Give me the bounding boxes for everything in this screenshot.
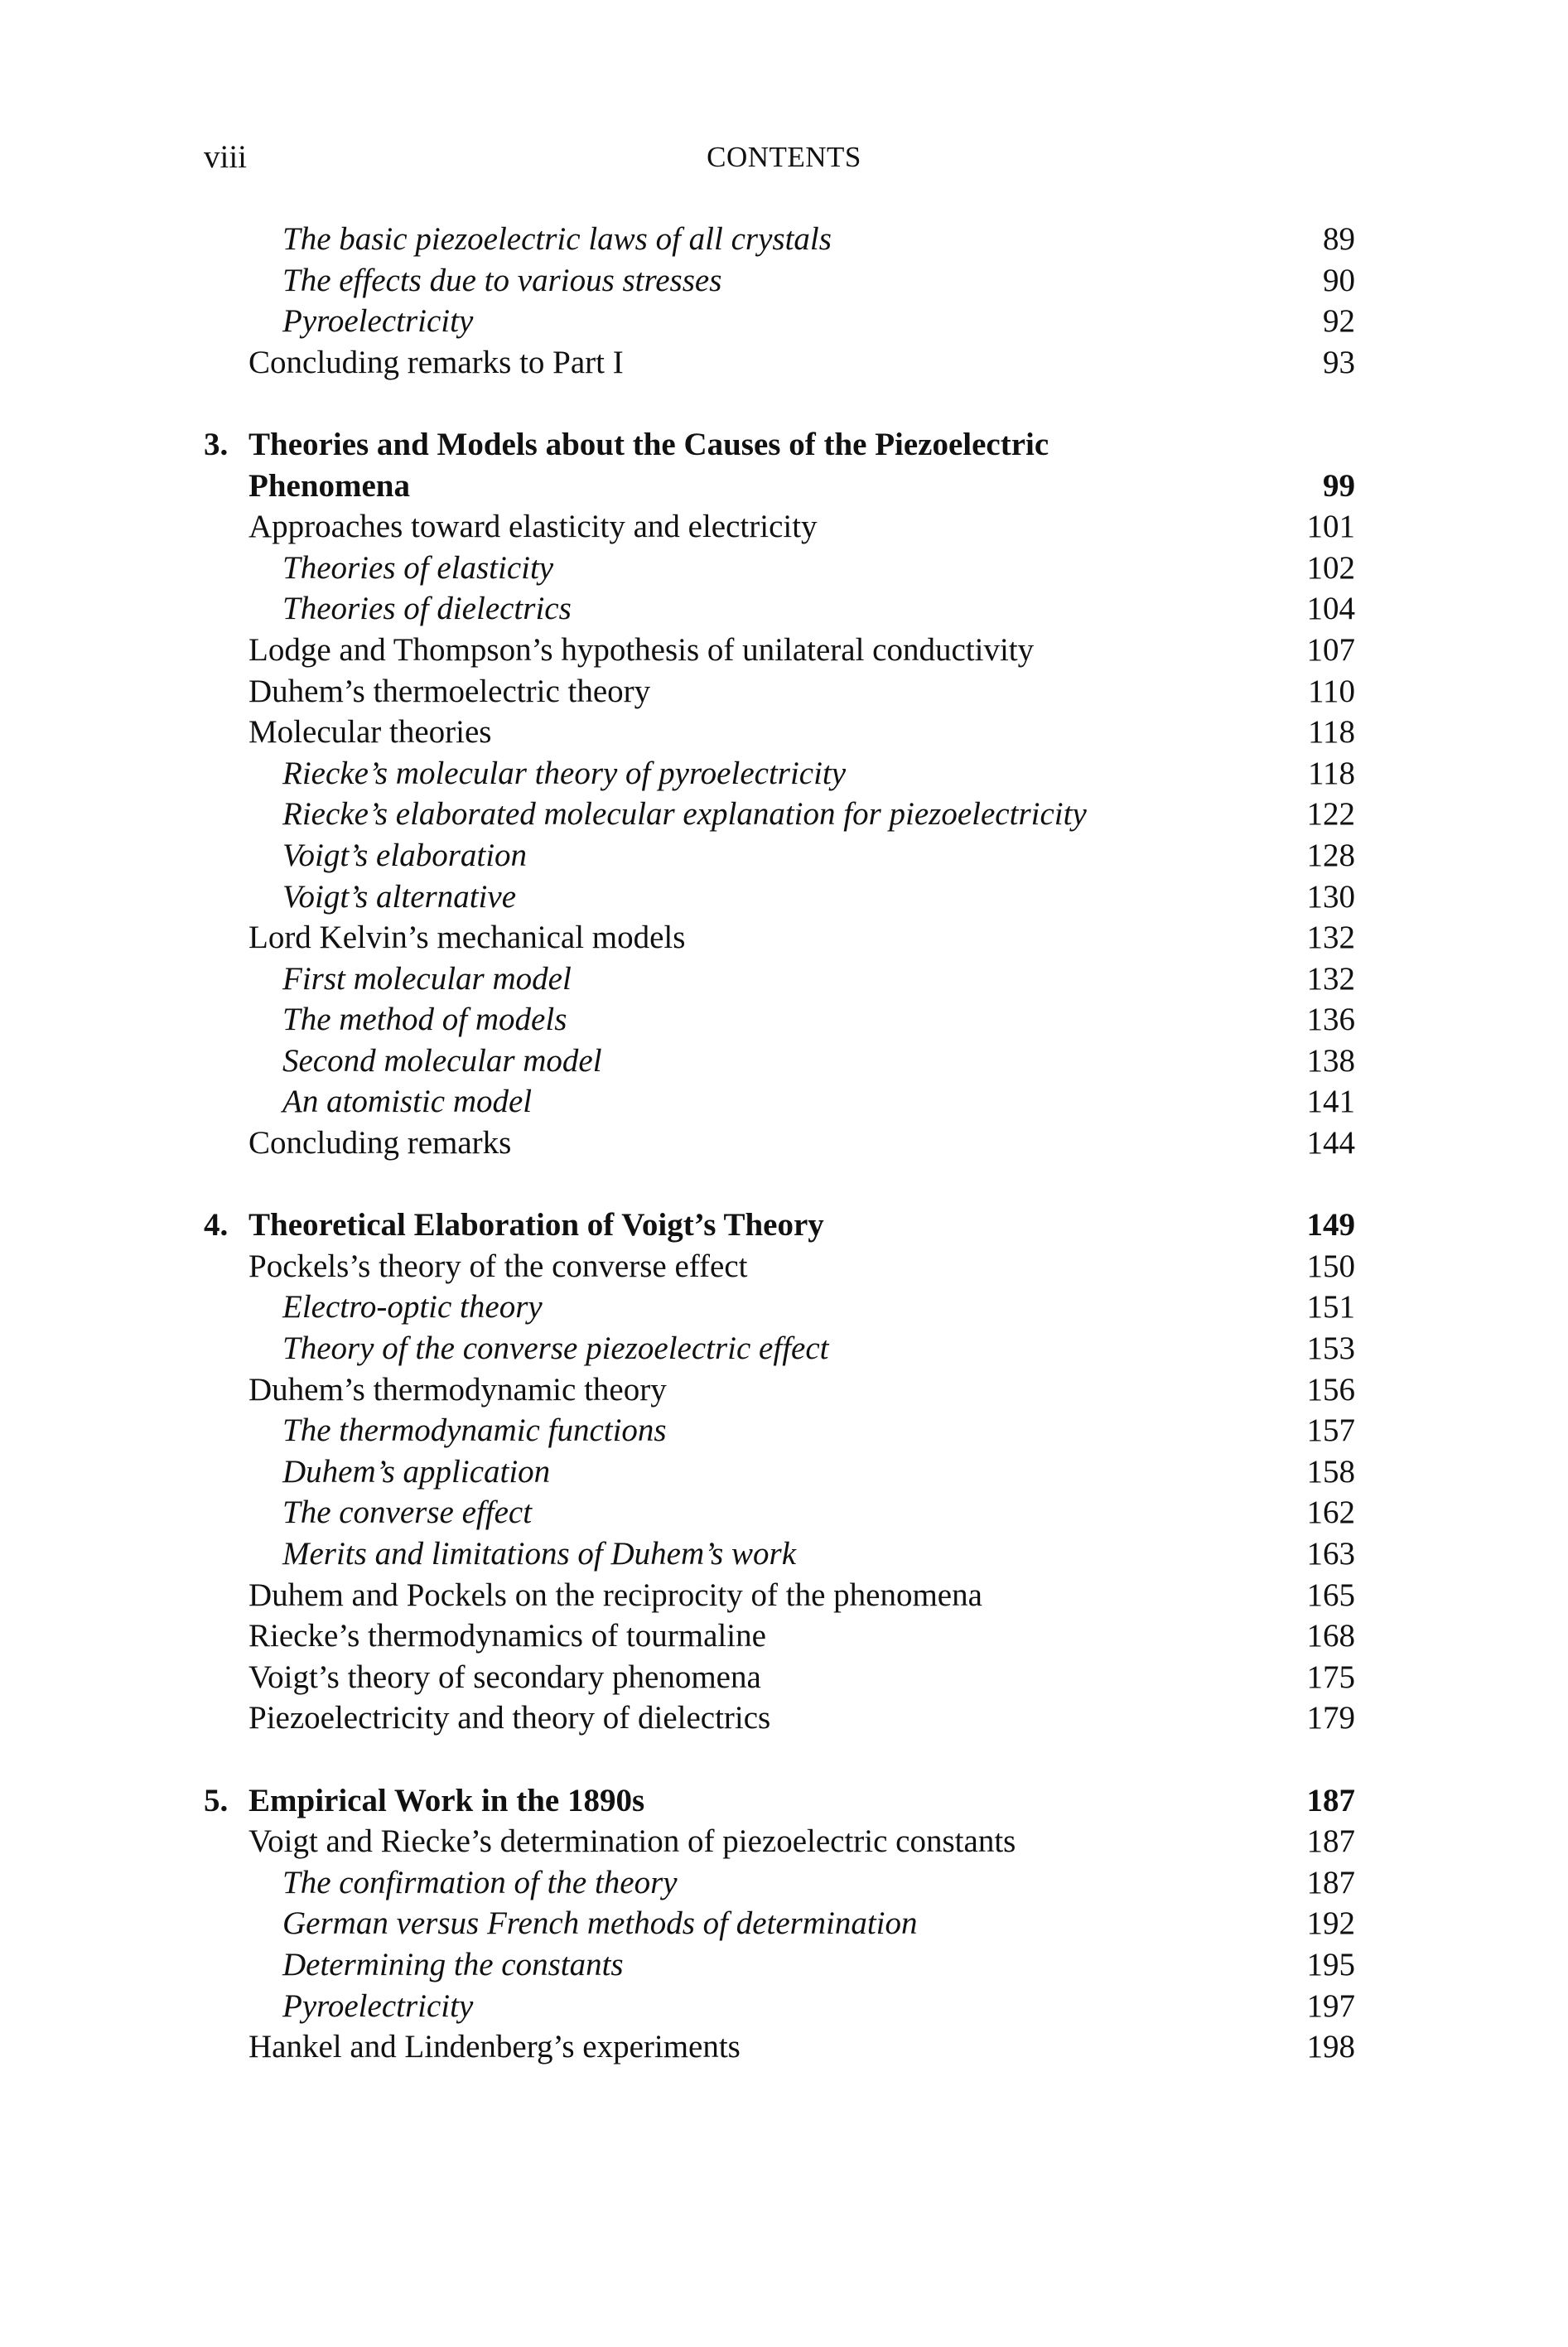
toc-entry — [204, 1369, 1355, 1411]
toc-entry-title: The method of models — [282, 1002, 567, 1038]
toc-entry-page: 92 — [1323, 303, 1355, 340]
toc-entry-page: 156 — [1306, 1371, 1355, 1408]
toc-entry-title: Concluding remarks to Part I — [248, 344, 624, 380]
page-folio: viii — [204, 139, 248, 175]
toc-entry-page: 130 — [1306, 878, 1355, 915]
toc-entry-title: Voigt’s alternative — [282, 878, 517, 915]
chapter-heading — [204, 1205, 1355, 1246]
toc-entry-page: 118 — [1307, 755, 1355, 791]
toc-entry-page: 93 — [1323, 344, 1355, 380]
chapter-page: 99 — [1323, 467, 1355, 504]
toc-entry-title: Duhem’s thermodynamic theory — [248, 1371, 667, 1408]
toc-entry — [204, 1986, 1355, 2027]
toc-entry — [204, 671, 1355, 712]
toc-entry-page: 150 — [1306, 1248, 1355, 1284]
toc-entry-title: Pockels’s theory of the converse effect — [248, 1248, 748, 1284]
toc-entry — [204, 835, 1355, 877]
toc-entry-page: 136 — [1306, 1002, 1355, 1038]
section-gap — [204, 383, 1355, 424]
toc-entry — [204, 1903, 1355, 1944]
toc-entry-title: Riecke’s thermodynamics of tourmaline — [248, 1618, 766, 1654]
toc-entry-title: Voigt’s elaboration — [282, 837, 528, 873]
toc-entry-page: 144 — [1306, 1125, 1355, 1161]
toc-entry-page: 132 — [1306, 920, 1355, 956]
chapter-page: 187 — [1306, 1782, 1355, 1818]
toc-entry-title: Theories of dielectrics — [282, 591, 572, 627]
toc-entry-page: 151 — [1306, 1289, 1355, 1326]
toc-entry — [204, 1697, 1355, 1739]
toc-entry-page: 102 — [1306, 549, 1355, 586]
toc-entry-title: Hankel and Lindenberg’s experiments — [248, 2029, 741, 2065]
toc-entry-title: Piezoelectricity and theory of dielectrics — [248, 1700, 771, 1736]
section-gap — [204, 1739, 1355, 1780]
toc-entry — [204, 1123, 1355, 1164]
toc-entry — [204, 999, 1355, 1041]
toc-entry-page: 132 — [1306, 960, 1355, 997]
toc-entry — [204, 753, 1355, 794]
toc-entry — [204, 877, 1355, 918]
toc-entry-title: Electro-optic theory — [282, 1289, 543, 1326]
toc-entry-title: Voigt’s theory of secondary phenomena — [248, 1659, 761, 1695]
toc-entry-page: 110 — [1307, 673, 1355, 709]
toc-entry-page: 90 — [1323, 262, 1355, 298]
toc-entry-page: 153 — [1306, 1330, 1355, 1367]
chapter-title: Theoretical Elaboration of Voigt’s Theory — [248, 1207, 824, 1244]
toc-entry-title: Merits and limitations of Duhem’s work — [282, 1536, 797, 1572]
toc-entry-title: The thermodynamic functions — [282, 1413, 667, 1449]
toc-entry — [204, 1328, 1355, 1369]
toc-entry-title: Theories of elasticity — [282, 549, 554, 586]
toc-entry — [204, 1821, 1355, 1862]
toc-entry — [204, 588, 1355, 630]
toc-entry-page: 179 — [1306, 1700, 1355, 1736]
toc-entry-title: Concluding remarks — [248, 1125, 512, 1161]
toc-entry-title: Duhem’s thermoelectric theory — [248, 673, 651, 709]
toc-entry-page: 128 — [1306, 837, 1355, 873]
toc-entry — [204, 1410, 1355, 1451]
toc-entry-title: An atomistic model — [282, 1084, 533, 1120]
chapter-number: 3. — [204, 426, 229, 462]
toc-entry-page: 197 — [1306, 1987, 1355, 2024]
toc-entry-title: The confirmation of the theory — [282, 1864, 678, 1900]
toc-entry — [204, 959, 1355, 1000]
toc-entry-page: 157 — [1306, 1413, 1355, 1449]
toc-entry — [204, 1862, 1355, 1904]
section-gap — [204, 1164, 1355, 1205]
toc-entry — [204, 630, 1355, 671]
toc-entry-page: 138 — [1306, 1042, 1355, 1079]
toc-entry-title: Riecke’s elaborated molecular explanation for piezoelectricity — [282, 796, 1087, 833]
toc-entry-title: Approaches toward elasticity and electricity — [248, 509, 818, 545]
toc-entry-page: 118 — [1307, 714, 1355, 751]
chapter-heading — [204, 1780, 1355, 1822]
toc-entry — [204, 1657, 1355, 1698]
chapter-title: Theories and Models about the Causes of the Piezoelectric — [248, 426, 1049, 462]
toc-entry — [204, 1081, 1355, 1123]
toc-entry-page: 122 — [1306, 796, 1355, 833]
toc-entry-page: 187 — [1306, 1823, 1355, 1860]
toc-entry-page: 101 — [1306, 509, 1355, 545]
toc-entry-page: 89 — [1323, 221, 1355, 257]
toc-entry — [204, 917, 1355, 959]
toc-entry-page: 187 — [1306, 1864, 1355, 1900]
toc-entry-title: Voigt and Riecke’s determination of piezoelectric constants — [248, 1823, 1016, 1860]
toc-entry — [204, 1492, 1355, 1533]
toc-entry — [204, 342, 1355, 384]
toc-entry-page: 107 — [1306, 631, 1355, 668]
table-of-contents — [204, 219, 1355, 2068]
toc-entry-page: 195 — [1306, 1946, 1355, 1982]
chapter-heading-continued — [204, 466, 1355, 507]
toc-entry-page: 141 — [1306, 1084, 1355, 1120]
toc-entry-title: German versus French methods of determination — [282, 1905, 918, 1942]
toc-entry-title: Lord Kelvin’s mechanical models — [248, 920, 686, 956]
toc-entry-page: 192 — [1306, 1905, 1355, 1942]
toc-entry-title: Duhem and Pockels on the reciprocity of the phenomena — [248, 1577, 982, 1613]
toc-entry — [204, 1944, 1355, 1986]
toc-entry-title: Second molecular model — [282, 1042, 602, 1079]
chapter-page: 149 — [1306, 1207, 1355, 1244]
running-head: CONTENTS — [707, 141, 861, 173]
toc-entry-title: Duhem’s application — [282, 1453, 551, 1490]
toc-entry-title: Pyroelectricity — [282, 303, 474, 340]
toc-entry — [204, 1287, 1355, 1328]
toc-entry-title: The basic piezoelectric laws of all crystals — [282, 221, 832, 257]
toc-entry — [204, 301, 1355, 342]
toc-entry-title: Riecke’s molecular theory of pyroelectricity — [282, 755, 847, 791]
toc-entry — [204, 260, 1355, 302]
toc-entry-title: Pyroelectricity — [282, 1987, 474, 2024]
toc-entry — [204, 712, 1355, 753]
chapter-heading — [204, 424, 1355, 466]
chapter-number: 4. — [204, 1207, 229, 1244]
toc-entry-title: First molecular model — [282, 960, 572, 997]
toc-entry — [204, 1575, 1355, 1616]
toc-entry-title: Molecular theories — [248, 714, 492, 751]
chapter-title: Empirical Work in the 1890s — [248, 1782, 645, 1818]
chapter-title: Phenomena — [248, 467, 410, 504]
chapter-number: 5. — [204, 1782, 229, 1818]
toc-entry-page: 104 — [1306, 591, 1355, 627]
toc-entry-page: 198 — [1306, 2029, 1355, 2065]
toc-entry — [204, 1615, 1355, 1657]
toc-entry-title: The converse effect — [282, 1495, 533, 1531]
toc-entry — [204, 2026, 1355, 2068]
toc-entry-page: 163 — [1306, 1536, 1355, 1572]
toc-entry-title: Determining the constants — [282, 1946, 624, 1982]
toc-entry — [204, 548, 1355, 589]
toc-entry-page: 158 — [1306, 1453, 1355, 1490]
toc-entry — [204, 1451, 1355, 1493]
toc-entry-title: Lodge and Thompson’s hypothesis of unilateral conductivity — [248, 631, 1035, 668]
toc-entry-page: 175 — [1306, 1659, 1355, 1695]
toc-entry-title: The effects due to various stresses — [282, 262, 722, 298]
toc-entry — [204, 506, 1355, 548]
toc-entry — [204, 1041, 1355, 1082]
toc-entry — [204, 1533, 1355, 1575]
toc-entry-page: 165 — [1306, 1577, 1355, 1613]
toc-entry-page: 168 — [1306, 1618, 1355, 1654]
toc-entry-page: 162 — [1306, 1495, 1355, 1531]
toc-entry — [204, 1246, 1355, 1287]
toc-entry — [204, 219, 1355, 260]
toc-entry — [204, 794, 1355, 835]
toc-entry-title: Theory of the converse piezoelectric effect — [282, 1330, 829, 1367]
